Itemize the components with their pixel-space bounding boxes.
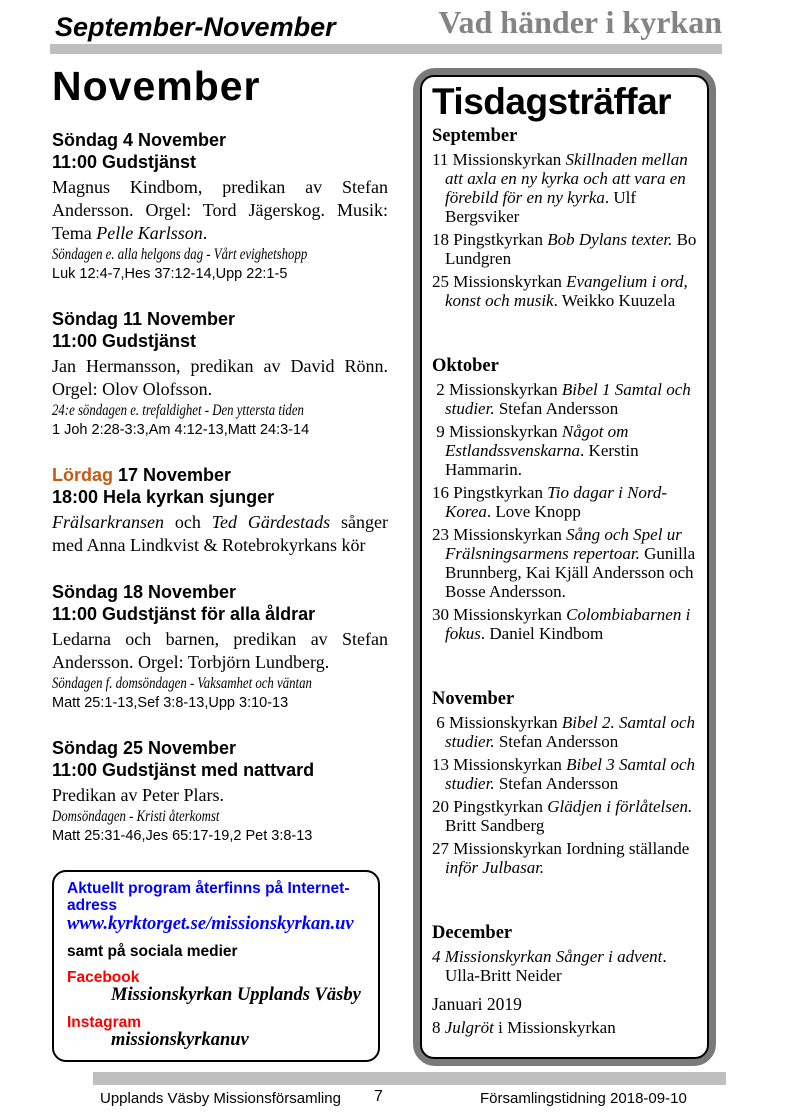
- instagram-label: Instagram: [67, 1014, 142, 1031]
- website-url: www.kyrktorget.se/missionskyrkan.uv: [67, 914, 354, 934]
- text: . Ulla-Britt Neider: [445, 947, 667, 985]
- tisdagstraffar-sections: [432, 126, 701, 1037]
- november-program-column: [52, 62, 388, 1062]
- meeting-item: [432, 230, 701, 268]
- page-title: Vad händer i kyrkan: [438, 4, 722, 40]
- meeting-item: [432, 1018, 701, 1037]
- italic-text: Bibel 2. Samtal och studier.: [445, 713, 696, 751]
- text: i Missionskyrkan: [493, 1018, 616, 1037]
- event-bible-readings: 1 Joh 2:28-3:3,Am 4:12-13,Matt 24:3-14: [52, 422, 310, 438]
- text: 30 Missionskyrkan: [432, 605, 567, 624]
- tisdagstraffar-box: [413, 68, 716, 1066]
- meeting-item: [432, 605, 701, 643]
- footer-congregation: Upplands Väsby Missionsförsamling: [100, 1090, 341, 1107]
- header-season: September-November: [55, 12, 336, 42]
- text: Stefan Andersson: [494, 774, 619, 793]
- italic-text: Bibel 1 Samtal och studier.: [445, 380, 691, 418]
- italic-text: Colombiabarnen i fokus: [445, 605, 691, 643]
- text: 23 Missionskyrkan: [432, 525, 567, 544]
- liturgical-day-text: Söndagen e. alla helgons dag - Vårt evighetshopp: [52, 246, 308, 263]
- tisdagstraffar-title: Tisdagsträffar: [432, 81, 672, 122]
- italic-text: Glädjen i förlåtelsen.: [547, 797, 693, 816]
- text: 27 Missionskyrkan Iordning ställande: [432, 839, 690, 858]
- text: Söndag 25 November: [52, 738, 237, 758]
- text: 20 Pingstkyrkan: [432, 797, 548, 816]
- event-liturgical-day: [52, 807, 388, 827]
- text: Britt Sandberg: [445, 816, 545, 835]
- info-box-intro: Aktuellt program återfinns på Internet-adress: [67, 880, 350, 914]
- italic-text: Frälsarkransen: [52, 512, 164, 532]
- event-item: [52, 737, 388, 846]
- text: Söndag 4 November: [52, 130, 227, 150]
- event-liturgical-day: [52, 401, 388, 421]
- meeting-item: [432, 797, 701, 835]
- text: Stefan Andersson: [494, 732, 619, 751]
- italic-text: Bibel 3 Samtal och studier.: [445, 755, 696, 793]
- meeting-item: [432, 380, 701, 418]
- text: 2 Missionskyrkan: [432, 380, 562, 399]
- event-heading: [52, 308, 388, 352]
- meeting-item: [432, 525, 701, 601]
- text: 18 Pingstkyrkan: [432, 230, 548, 249]
- event-item: [52, 129, 388, 284]
- italic-text: Skillnaden mellan att axla en ny kyrka och att vara en förebild för en ny kyrka: [445, 150, 688, 207]
- event-heading: [52, 581, 388, 625]
- event-time-title: 18:00 Hela kyrkan sjunger: [52, 487, 275, 507]
- month-section: [432, 126, 701, 310]
- event-time-title: 11:00 Gudstjänst: [52, 331, 197, 351]
- event-description: [52, 511, 388, 557]
- month-section: [432, 994, 701, 1037]
- liturgical-day-text: Söndagen f. domsöndagen - Vaksamhet och väntan: [52, 675, 312, 692]
- facebook-label: Facebook: [67, 969, 140, 986]
- liturgical-day-text: Domsöndagen - Kristi återkomst: [52, 808, 220, 825]
- event-heading: [52, 129, 388, 173]
- text: Söndag 11 November: [52, 309, 236, 329]
- text: Stefan Andersson: [494, 399, 619, 418]
- event-heading: [52, 464, 388, 508]
- text: Predikan av Peter Plars.: [52, 785, 224, 805]
- text: 6 Missionskyrkan: [432, 713, 562, 732]
- event-date: [52, 464, 388, 486]
- meeting-item: [432, 483, 701, 521]
- event-time-title: 11:00 Gudstjänst med nattvard: [52, 760, 315, 780]
- event-date: [52, 737, 388, 759]
- month-heading: December: [432, 923, 513, 943]
- text: . Love Knopp: [486, 502, 581, 521]
- italic-text: Ted Gärdestads: [211, 512, 331, 532]
- italic-text: Pelle Karlsson: [96, 223, 203, 243]
- text: . Daniel Kindbom: [480, 624, 604, 643]
- event-description: [52, 628, 388, 674]
- text: . Weikko Kuuzela: [553, 291, 676, 310]
- internet-info-box: [52, 870, 380, 1062]
- text: 9 Missionskyrkan: [432, 422, 562, 441]
- event-item: [52, 464, 388, 557]
- meeting-item: [432, 947, 701, 985]
- meeting-item: [432, 272, 701, 310]
- header-divider: [50, 44, 722, 54]
- italic-text: Tio dagar i Nord-Korea: [445, 483, 668, 521]
- page-number: 7: [374, 1088, 383, 1105]
- footer-publication: Församlingstidning 2018-09-10: [480, 1090, 687, 1107]
- month-heading: September: [432, 126, 518, 146]
- meeting-item: [432, 150, 701, 226]
- event-date: [52, 308, 388, 330]
- italic-text: Något om Estlandssvenskarna: [445, 422, 629, 460]
- event-liturgical-day: [52, 674, 388, 694]
- month-heading: Oktober: [432, 356, 499, 376]
- event-time-title: 11:00 Gudstjänst för alla åldrar: [52, 604, 316, 624]
- text: 8: [432, 1018, 445, 1037]
- text: 17 November: [118, 465, 232, 485]
- meeting-item: [432, 713, 701, 751]
- text: 11 Missionskyrkan: [432, 150, 566, 169]
- text: . Kerstin Hammarin.: [445, 441, 639, 479]
- tisdagstraffar-inner: [420, 75, 709, 1059]
- event-description: [52, 355, 388, 401]
- event-item: [52, 308, 388, 440]
- events-list: [52, 129, 388, 846]
- meeting-item: [432, 755, 701, 793]
- instagram-account: missionskyrkanuv: [111, 1030, 249, 1050]
- footer-divider: [93, 1072, 726, 1085]
- text: Ledarna och barnen, predikan av Stefan Andersson. Orgel: Torbjörn Lundberg.: [52, 629, 388, 672]
- event-bible-readings: Luk 12:4-7,Hes 37:12-14,Upp 22:1-5: [52, 266, 288, 282]
- text: och: [164, 512, 212, 532]
- liturgical-day-text: 24:e söndagen e. trefaldighet - Den yttersta tiden: [52, 402, 304, 419]
- month-section: [432, 923, 701, 985]
- meeting-item: [432, 422, 701, 479]
- event-item: [52, 581, 388, 713]
- text: 16 Pingstkyrkan: [432, 483, 548, 502]
- event-date: [52, 129, 388, 151]
- section-title-november: November: [52, 63, 261, 109]
- event-bible-readings: Matt 25:1-13,Sef 3:8-13,Upp 3:10-13: [52, 695, 289, 711]
- italic-text: inför Julbasar.: [445, 858, 545, 877]
- italic-text: Julgröt: [444, 1018, 494, 1037]
- event-date: [52, 581, 388, 603]
- month-heading: November: [432, 689, 515, 709]
- text: Jan Hermansson, predikan av David Rönn. Orgel: Olov Olofsson.: [52, 356, 388, 399]
- italic-text: Evangelium i ord, konst och musik: [445, 272, 688, 310]
- text: Lördag: [52, 465, 118, 485]
- facebook-account: Missionskyrkan Upplands Väsby: [111, 985, 361, 1005]
- text: sånger med Anna Lindkvist & Rotebrokyrkans kör: [52, 512, 388, 555]
- month-section: [432, 689, 701, 877]
- event-bible-readings: Matt 25:31-46,Jes 65:17-19,2 Pet 3:8-13: [52, 828, 313, 844]
- text: Magnus Kindbom, predikan av Stefan Andersson. Orgel: Tord Jägerskog. Musik: Tema: [52, 177, 388, 243]
- meeting-item: [432, 839, 701, 877]
- event-description: [52, 784, 388, 807]
- italic-text: Bob Dylans texter.: [547, 230, 673, 249]
- text: 13 Missionskyrkan: [432, 755, 567, 774]
- social-media-intro: samt på sociala medier: [67, 943, 238, 960]
- text: .: [202, 223, 208, 243]
- event-heading: [52, 737, 388, 781]
- month-section: [432, 356, 701, 643]
- event-liturgical-day: [52, 245, 388, 265]
- event-time-title: 11:00 Gudstjänst: [52, 152, 197, 172]
- text: 25 Missionskyrkan: [432, 272, 567, 291]
- event-description: [52, 176, 388, 245]
- text: Bo Lundgren: [445, 230, 697, 268]
- month-heading: Januari 2019: [432, 994, 522, 1014]
- text: Söndag 18 November: [52, 582, 237, 602]
- text: Gunilla Brunnberg, Kai Kjäll Andersson och Bosse Andersson.: [445, 544, 696, 601]
- text: . Ulf Bergsviker: [445, 188, 637, 226]
- italic-text: 4 Missionskyrkan Sånger i advent: [432, 947, 663, 966]
- italic-text: Sång och Spel ur Frälsningsarmens repertoar.: [445, 525, 682, 563]
